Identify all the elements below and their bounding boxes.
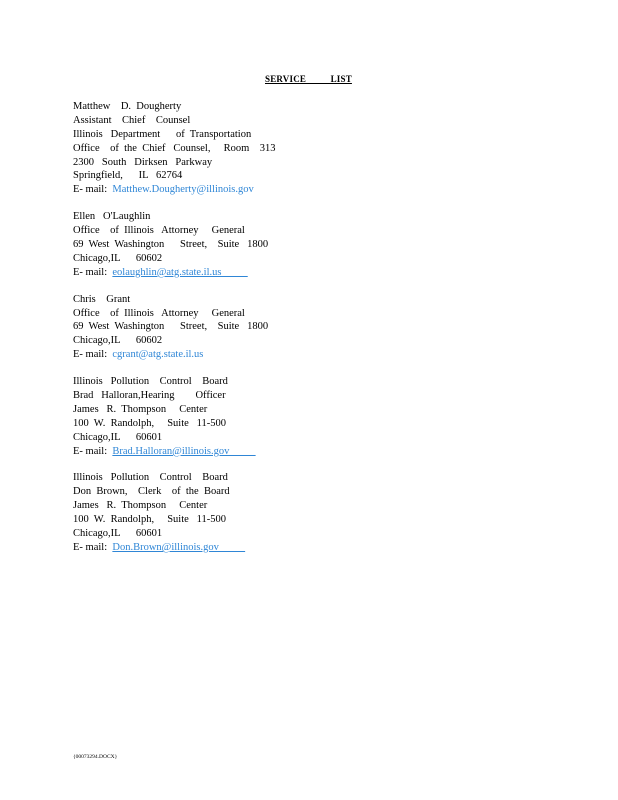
contact-entry — [73, 375, 373, 458]
document-footer-id: {00073294.DOCX} — [73, 754, 118, 760]
email-label: E- mail: — [73, 184, 113, 196]
contact-entry — [73, 471, 373, 554]
email-link[interactable]: Don.Brown@illinois.gov — [112, 541, 246, 553]
contact-line: Matthew D. Dougherty — [73, 101, 182, 112]
email-line — [73, 183, 373, 197]
contact-line: Office of the Chief Counsel, Room 313 — [73, 142, 276, 154]
email-link[interactable]: Brad.Halloran@illinois.gov — [112, 445, 256, 457]
contact-line: 69 West Washington Street, Suite 1800 — [73, 239, 269, 251]
email-line — [73, 541, 373, 555]
contact-entry — [73, 210, 373, 279]
contact-entry — [73, 293, 373, 362]
contact-line: Illinois Department of Transportation — [73, 128, 252, 140]
contact-line: 100 W. Randolph, Suite 11-500 — [73, 514, 227, 526]
email-line — [73, 266, 373, 280]
email-link[interactable]: eolaughlin@atg.state.il.us — [112, 266, 248, 278]
contact-line: James R. Thompson Center — [73, 403, 208, 415]
contact-entry — [73, 100, 373, 197]
contact-line: Ellen O'Laughlin — [73, 211, 151, 223]
contact-line: Illinois Pollution Control Board — [73, 376, 228, 388]
contact-line: Chicago,IL 60602 — [73, 252, 163, 264]
contact-line: 69 West Washington Street, Suite 1800 — [73, 321, 269, 333]
contact-line: Chris Grant — [73, 293, 131, 305]
contact-line: Brad Halloran,Hearing Officer — [73, 390, 226, 402]
contact-line: James R. Thompson Center — [73, 500, 208, 512]
email-link[interactable]: Matthew.Dougherty@illinois.gov — [112, 184, 254, 196]
contact-line: 2300 South Dirksen Parkway — [73, 156, 213, 168]
contact-line: Chicago,IL 60601 — [73, 528, 163, 540]
service-list — [73, 100, 373, 568]
contact-line: Assistant Chief Counsel — [73, 114, 191, 126]
email-label: E- mail: — [73, 266, 113, 278]
email-link[interactable]: cgrant@atg.state.il.us — [112, 349, 204, 361]
contact-line: Springfield, IL 62764 — [73, 170, 183, 182]
email-label: E- mail: — [73, 445, 113, 457]
contact-line: 100 W. Randolph, Suite 11-500 — [73, 417, 227, 429]
contact-line: Office of Illinois Attorney General — [73, 225, 245, 237]
contact-line: Don Brown, Clerk of the Board — [73, 486, 230, 498]
email-line — [73, 445, 373, 459]
email-label: E- mail: — [73, 541, 113, 553]
page-title: SERVICE LIST — [265, 74, 352, 84]
contact-line: Illinois Pollution Control Board — [73, 472, 228, 484]
contact-line: Chicago,IL 60602 — [73, 335, 163, 347]
contact-line: Office of Illinois Attorney General — [73, 307, 245, 319]
email-line — [73, 348, 373, 362]
contact-line: Chicago,IL 60601 — [73, 431, 163, 443]
email-label: E- mail: — [73, 349, 113, 361]
